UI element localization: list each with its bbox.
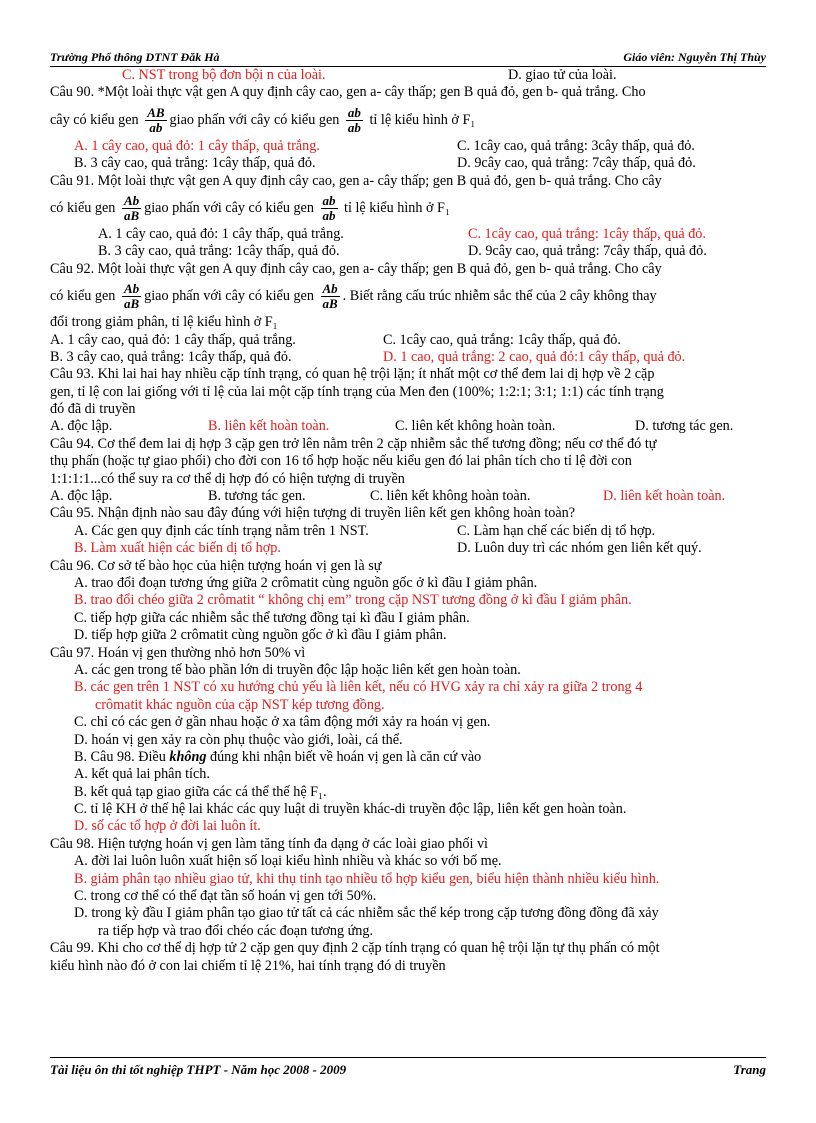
q92-text-2c: . Biết rằng cấu trúc nhiễm sắc thể của 2 cây không thay bbox=[342, 288, 657, 305]
q91-option-c: C. 1cây cao, quả trắng: 1cây thấp, quả đỏ. bbox=[468, 225, 706, 242]
q90-genotype-1: $\frac{AB}{ab}$ bbox=[147, 105, 165, 136]
q91-option-a: A. 1 cây cao, quả đỏ: 1 cây thấp, quả trắng. bbox=[98, 225, 344, 242]
q92-text-2a: có kiểu gen bbox=[50, 288, 116, 305]
q90-text-2c: tỉ lệ kiểu hình ở F₁ bbox=[369, 111, 476, 128]
footer-page-label: Trang bbox=[733, 1062, 766, 1077]
q94-option-a: A. độc lập. bbox=[50, 488, 113, 505]
q91-text-2a: có kiểu gen bbox=[50, 199, 116, 216]
q93-option-b: B. liên kết hoàn toàn. bbox=[208, 418, 330, 435]
q98a-emphasis: không bbox=[169, 748, 207, 765]
q90-option-d: D. 9cây cao, quả trắng: 7cây thấp, quả đỏ. bbox=[457, 155, 696, 172]
q91-text-2b: giao phấn với cây có kiểu gen bbox=[144, 199, 314, 216]
q95-options-row2 bbox=[50, 540, 766, 557]
q99-text-line2: kiểu hình nào đó ở con lai chiếm tỉ lệ 21%, hai tính trạng đó di truyền bbox=[50, 957, 446, 974]
page-header bbox=[50, 50, 766, 67]
q92-text-line2 bbox=[50, 278, 766, 314]
q98b-option-c: C. trong cơ thể có thể đạt tần số hoán vị gen tới 50%. bbox=[74, 888, 377, 905]
q91-options-row2 bbox=[50, 243, 766, 260]
option-d: D. giao tử của loài. bbox=[508, 67, 617, 83]
q91-option-b: B. 3 cây cao, quả trắng: 1cây thấp, quả đỏ. bbox=[98, 243, 340, 260]
q92-option-d: D. 1 cao, quả trắng: 2 cao, quả đỏ:1 cây thấp, quả đỏ. bbox=[383, 348, 686, 365]
q91-option-d: D. 9cây cao, quả trắng: 7cây thấp, quả đỏ. bbox=[468, 243, 707, 260]
q92-option-a: A. 1 cây cao, quả đỏ: 1 cây thấp, quả trắng. bbox=[50, 331, 296, 348]
q96-option-c: C. tiếp hợp giữa các nhiễm sắc thể tương đồng tại kì đầu I giảm phân. bbox=[74, 609, 470, 626]
q98a-option-a: A. kết quả lai phân tích. bbox=[74, 766, 210, 783]
option-c: C. NST trong bộ đơn bội n của loài. bbox=[122, 67, 326, 83]
q90-text-2a: cây có kiểu gen bbox=[50, 111, 139, 128]
q94-options-row bbox=[50, 488, 766, 505]
q98b-text-line1: Câu 98. Hiện tượng hoán vị gen làm tăng tính đa dạng ở các loài giao phối vì bbox=[50, 835, 488, 852]
q95-text-line1: Câu 95. Nhận định nào sau đây đúng với hiện tượng di truyền liên kết gen không hoàn toàn? bbox=[50, 505, 576, 522]
q95-options-row1 bbox=[50, 523, 766, 540]
q98b-option-a: A. đời lai luôn luôn xuất hiện số loại kiểu hình nhiều và khác so với bố mẹ. bbox=[74, 853, 502, 870]
q94-text-line3: 1:1:1:1...có thể suy ra cơ thể dị hợp đó có hiện tượng di truyền bbox=[50, 470, 405, 487]
q90-option-b: B. 3 cây cao, quả trắng: 1cây thấp, quả đỏ. bbox=[74, 155, 316, 172]
q95-option-c: C. Làm hạn chế các biến dị tổ hợp. bbox=[457, 522, 656, 539]
q95-option-a: A. Các gen quy định các tính trạng nằm trên 1 NST. bbox=[74, 522, 369, 539]
q95-option-d: D. Luôn duy trì các nhóm gen liên kết quý. bbox=[457, 540, 702, 557]
q91-genotype-1: $\frac{Ab}{aB}$ bbox=[123, 193, 140, 224]
q98a-text-1c: đúng khi nhận biết về hoán vị gen là căn cứ vào bbox=[206, 748, 482, 765]
q90-genotype-2: $\frac{ab}{ab}$ bbox=[347, 105, 361, 136]
q90-option-a: A. 1 cây cao, quả đỏ: 1 cây thấp, quả trắng. bbox=[74, 137, 320, 154]
q91-text-line1: Câu 91. Một loài thực vật gen A quy định cây cao, gen a- cây thấp; gen B quả đỏ, gen b- quả trắng. Cho cây bbox=[50, 172, 662, 189]
q97-option-d: D. hoán vị gen xảy ra còn phụ thuộc vào giới, loài, cá thể. bbox=[74, 731, 403, 748]
q91-options-row1 bbox=[50, 226, 766, 243]
q95-option-b: B. Làm xuất hiện các biến dị tổ hợp. bbox=[74, 540, 281, 557]
q91-text-2c: tỉ lệ kiểu hình ở F₁ bbox=[344, 199, 450, 216]
q90-text-line2 bbox=[50, 102, 766, 138]
q98b-option-b: B. giảm phân tạo nhiều giao tử, khi thụ tinh tạo nhiều tổ hợp kiểu gen, biểu hiện thành nhiều kiểu hình. bbox=[74, 870, 660, 887]
q93-text-line1: Câu 93. Khi lai hai hay nhiều cặp tính trạng, có quan hệ trội lặn; ít nhất một cơ thể đem lai dị hợp về 2 cặp bbox=[50, 366, 655, 383]
page-footer bbox=[50, 1057, 766, 1078]
q96-option-d: D. tiếp hợp giữa 2 crômatit cùng nguồn gốc ở kì đầu I giảm phân. bbox=[74, 627, 447, 644]
prev-options-row bbox=[50, 67, 766, 84]
q93-options-row bbox=[50, 418, 766, 435]
q91-text-line2 bbox=[50, 190, 766, 226]
q92-options-row2 bbox=[50, 349, 766, 366]
q96-option-b: B. trao đổi chéo giữa 2 crômatit “ không chị em” trong cặp NST tương đồng ở kì đầu I giảm phân. bbox=[74, 592, 632, 609]
q93-option-c: C. liên kết không hoàn toàn. bbox=[395, 418, 556, 435]
q94-option-c: C. liên kết không hoàn toàn. bbox=[370, 488, 531, 505]
q92-genotype-1: $\frac{Ab}{aB}$ bbox=[123, 281, 140, 312]
q97-option-b-line1: B. các gen trên 1 NST có xu hướng chủ yếu là liên kết, nếu có HVG xảy ra chỉ xảy ra giữa 2 trong 4 bbox=[74, 679, 643, 696]
q94-option-d: D. liên kết hoàn toàn. bbox=[603, 488, 726, 505]
q97-option-a: A. các gen trong tế bào phần lớn di truyền độc lập hoặc liên kết gen hoàn toàn. bbox=[74, 661, 521, 678]
teacher-name: Giáo viên: Nguyễn Thị Thùy bbox=[623, 50, 766, 64]
q92-text-2b: giao phấn với cây có kiểu gen bbox=[144, 288, 314, 305]
q90-text-2b: giao phấn với cây có kiểu gen bbox=[169, 111, 340, 128]
q93-text-line3: đó đã di truyền bbox=[50, 401, 136, 418]
q93-option-a: A. độc lập. bbox=[50, 418, 113, 435]
q92-options-row1 bbox=[50, 332, 766, 349]
q90-text-line1: Câu 90. *Một loài thực vật gen A quy định cây cao, gen a- cây thấp; gen B quả đỏ, gen b- quả trắng. Cho bbox=[50, 84, 646, 101]
q99-text-line1: Câu 99. Khi cho cơ thể dị hợp tử 2 cặp gen quy định 2 cặp tính trạng có quan hệ trội lặn tự thụ phấn có một bbox=[50, 940, 660, 957]
q97-option-c: C. chỉ có các gen ở gần nhau hoặc ở xa tâm động mới xảy ra hoán vị gen. bbox=[74, 714, 491, 731]
q92-option-c: C. 1cây cao, quả trắng: 1cây thấp, quả đỏ. bbox=[383, 331, 621, 348]
q92-genotype-2: $\frac{Ab}{aB}$ bbox=[322, 281, 338, 312]
q93-option-d: D. tương tác gen. bbox=[635, 418, 734, 435]
q92-text-line1: Câu 92. Một loài thực vật gen A quy định cây cao, gen a- cây thấp; gen B quả đỏ, gen b- quả trắng. Cho cây bbox=[50, 260, 662, 277]
q92-text-line3: đổi trong giảm phân, tỉ lệ kiểu hình ở F₁ bbox=[50, 314, 278, 331]
q90-option-c: C. 1cây cao, quả trắng: 3cây thấp, quả đỏ. bbox=[457, 137, 695, 154]
document-body bbox=[50, 67, 766, 975]
q90-options-row2 bbox=[50, 155, 766, 172]
q92-option-b: B. 3 cây cao, quả trắng: 1cây thấp, quả đỏ. bbox=[50, 348, 292, 365]
q98a-text-1a: B. Câu 98. Điều bbox=[74, 748, 170, 765]
q91-genotype-2: $\frac{ab}{ab}$ bbox=[322, 193, 336, 224]
q93-text-line2: gen, tỉ lệ con lai giống với tỉ lệ của lai một cặp tính trạng của Men đen (100%; 1:2:1; 3:1; 1:1) các tính trạng bbox=[50, 383, 664, 400]
q98a-text-line1 bbox=[50, 749, 766, 766]
q94-option-b: B. tương tác gen. bbox=[208, 488, 306, 505]
q98a-option-c: C. tỉ lệ KH ở thế hệ lai khác các quy luật di truyền khác-di truyền độc lập, liên kết gen hoàn toàn. bbox=[74, 801, 627, 818]
q97-option-b-line2: crômatit khác nguồn của cặp NST kép tương đồng. bbox=[95, 696, 385, 713]
q94-text-line2: thụ phấn (hoặc tự giao phối) cho đời con 16 tổ hợp hoặc nếu kiểu gen đó lai phân tích cho tỉ lệ đời con bbox=[50, 453, 632, 470]
q98b-option-d-line1: D. trong kỳ đầu I giảm phân tạo giao tử tất cả các nhiễm sắc thể kép trong cặp tương đồng đồng đã xảy bbox=[74, 905, 659, 922]
footer-title: Tài liệu ôn thi tốt nghiệp THPT - Năm học 2008 - 2009 bbox=[50, 1062, 347, 1077]
q98a-option-d: D. số các tổ hợp ở đời lai luôn ít. bbox=[74, 818, 261, 835]
q98a-option-b: B. kết quả tạp giao giữa các cá thể thế hệ F₁. bbox=[74, 783, 327, 800]
school-name: Trường Phổ thông DTNT Đăk Hà bbox=[50, 50, 220, 64]
q90-options-row1 bbox=[50, 138, 766, 155]
q96-text-line1: Câu 96. Cơ sở tế bào học của hiện tượng hoán vị gen là sự bbox=[50, 557, 382, 574]
q96-option-a: A. trao đổi đoạn tương ứng giữa 2 crômatit cùng nguồn gốc ở kì đầu I giảm phân. bbox=[74, 574, 538, 591]
q98b-option-d-line2: ra tiếp hợp và trao đổi chéo các đoạn tương ứng. bbox=[98, 922, 374, 939]
q97-text-line1: Câu 97. Hoán vị gen thường nhỏ hơn 50% vì bbox=[50, 644, 306, 661]
q94-text-line1: Câu 94. Cơ thể đem lai dị hợp 3 cặp gen trở lên nằm trên 2 cặp nhiễm sắc thể tương đồng; nếu cơ thể đó tự bbox=[50, 435, 657, 452]
